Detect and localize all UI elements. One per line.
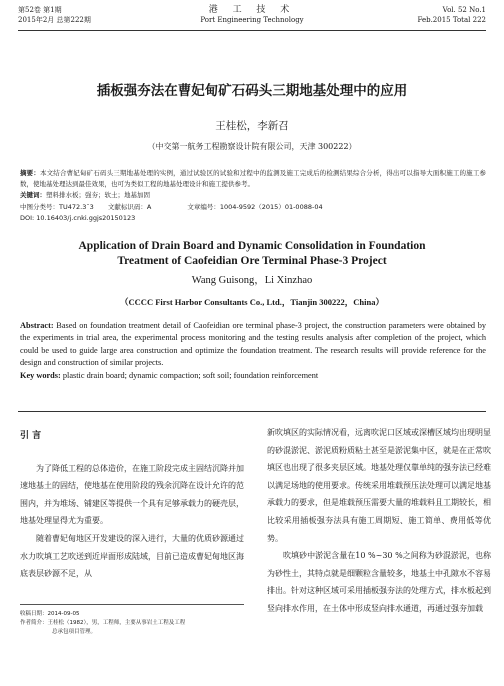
clc-number: 中图分类号：TU472.3ˉ3 [20,203,94,211]
english-title-line1: Application of Drain Board and Dynamic Consolidation in Foundation [78,240,426,252]
doi: DOI: 10.16403/j.cnki.ggjs20150123 [20,214,136,222]
section-heading-intro: 引 言 [20,431,42,441]
keywords-cn-text: 塑料排水板；强夯；软土；地基加固 [46,191,150,199]
body-left-column [20,424,244,583]
header-right [417,5,486,25]
english-title-line2: Treatment of Caofeidian Ore Terminal Phase-3 Project [117,255,387,267]
footnote [20,604,244,637]
abstract-en [20,320,486,382]
issue-date-en: Feb.2015 Total 222 [417,16,486,24]
affiliation: （中交第一航务工程勘察设计院有限公司，天津 300222） [147,142,357,151]
volume-issue-en: Vol. 52 No.1 [442,6,486,14]
header-rule [18,30,486,31]
abstract-cn [20,168,486,201]
english-authors: Wang Guisong，Li Xinzhao [191,275,313,286]
issue-date: 2015年2月 总第222期 [18,16,91,24]
body-right-column [267,424,491,618]
journal-name-cn: 港 工 技 术 [208,5,296,15]
body-paragraph: 随着曹妃甸地区开发建设的深入进行，大量的优质砂源通过水力吹填工艺吹送到近岸面形成陆域，目前已造成曹妃甸地区海底表层砂源不足，从 [20,533,244,579]
journal-name-en: Port Engineering Technology [200,16,304,24]
english-affiliation: （CCCC First Harbor Consultants Co., Ltd.，Tianjin 300222，China） [120,297,384,307]
author-bio: 作者简介：王桂松（1982），男，工程师，主要从事岩土工程及工程 [20,620,186,626]
keywords-cn-label: 关键词： [20,191,46,199]
journal-header [18,5,486,29]
abstract-cn-text: 本文结合曹妃甸矿石码头三期地基处理的实例，通过试验区的试验和过程中的监测及施工完成后的检测结果综合分析，得出可以指导大面积施工的施工参数，使地基处理达到最佳效果，也可为类似工程的地基处理设计和施工提供参考。 [20,169,487,188]
abstract-en-label: Abstract: [20,321,54,330]
doc-code: 文献标识码：A [107,203,152,211]
body-paragraph: 新吹填区的实际情况看，远离吹泥口区域或深槽区域均出现明显的砂混淤泥、淤泥质粉质粘土甚至是淤泥集中区，就是在正常吹填区也出现了很多夹层区域。地基处理仅靠单纯的强夯法已经难以满足场地的使用要求。传统采用堆载预压法处理可以满足地基承载力的要求，但是堆载预压需要大量的堆载料且工期较长，相比较采用插板强夯法具有施工周期短、施工简单、费用低等优势。 [267,428,491,543]
article-number: 文章编号：1004-9592（2015）01-0088-04 [187,203,323,211]
abstract-rule [18,411,486,412]
keywords-en-text: plastic drain board; dynamic compaction; soft soil; foundation reinforcement [62,370,319,380]
classification-line [20,202,323,211]
header-center [18,5,486,25]
abstract-cn-label: 摘要： [20,169,40,177]
body-paragraph: 为了降低工程的总体造价，在施工阶段完成主固结沉降并加速地基土的固结，使地基在使用阶段的残余沉降在设计允许的范围内，并为堆场、铺建区等提供一个具有足够承载力的硬壳层，地基处理显得尤为重要。 [20,463,244,526]
paper-title: 插板强夯法在曹妃甸矿石码头三期地基处理中的应用 [96,83,408,99]
body-paragraph: 吹填砂中淤泥含量在10 %~30 %之间称为砂混淤泥，也称为砂性土，其特点就是细颗粒含量较多，地基土中孔隙水不容易排出。针对这种区域可采用插板强夯法的处理方式，排水板起到竖向排水作用，在土体中形成竖向排水通道，再通过强夯加载 [267,551,491,613]
english-title [0,239,504,269]
keywords-en-label: Key words: [20,370,61,380]
volume-issue: 第52卷 第1期 [18,6,62,14]
abstract-en-text: Based on foundation treatment detail of Caofeidian ore terminal phase-3 project, the construction parameters were obtained by the experiments in trial area, the experimental process monitoring and the testing results analysis after completion of the project, which could be used to guide large area construction and optimize the foundation treatment. The research results will provide reference for the design and construction of similar projects. [20,321,486,368]
authors: 王桂松，李新召 [215,120,289,132]
received-date: 收稿日期：2014-09-05 [20,611,80,617]
author-bio-cont: 总承包项目管理。 [52,629,97,635]
